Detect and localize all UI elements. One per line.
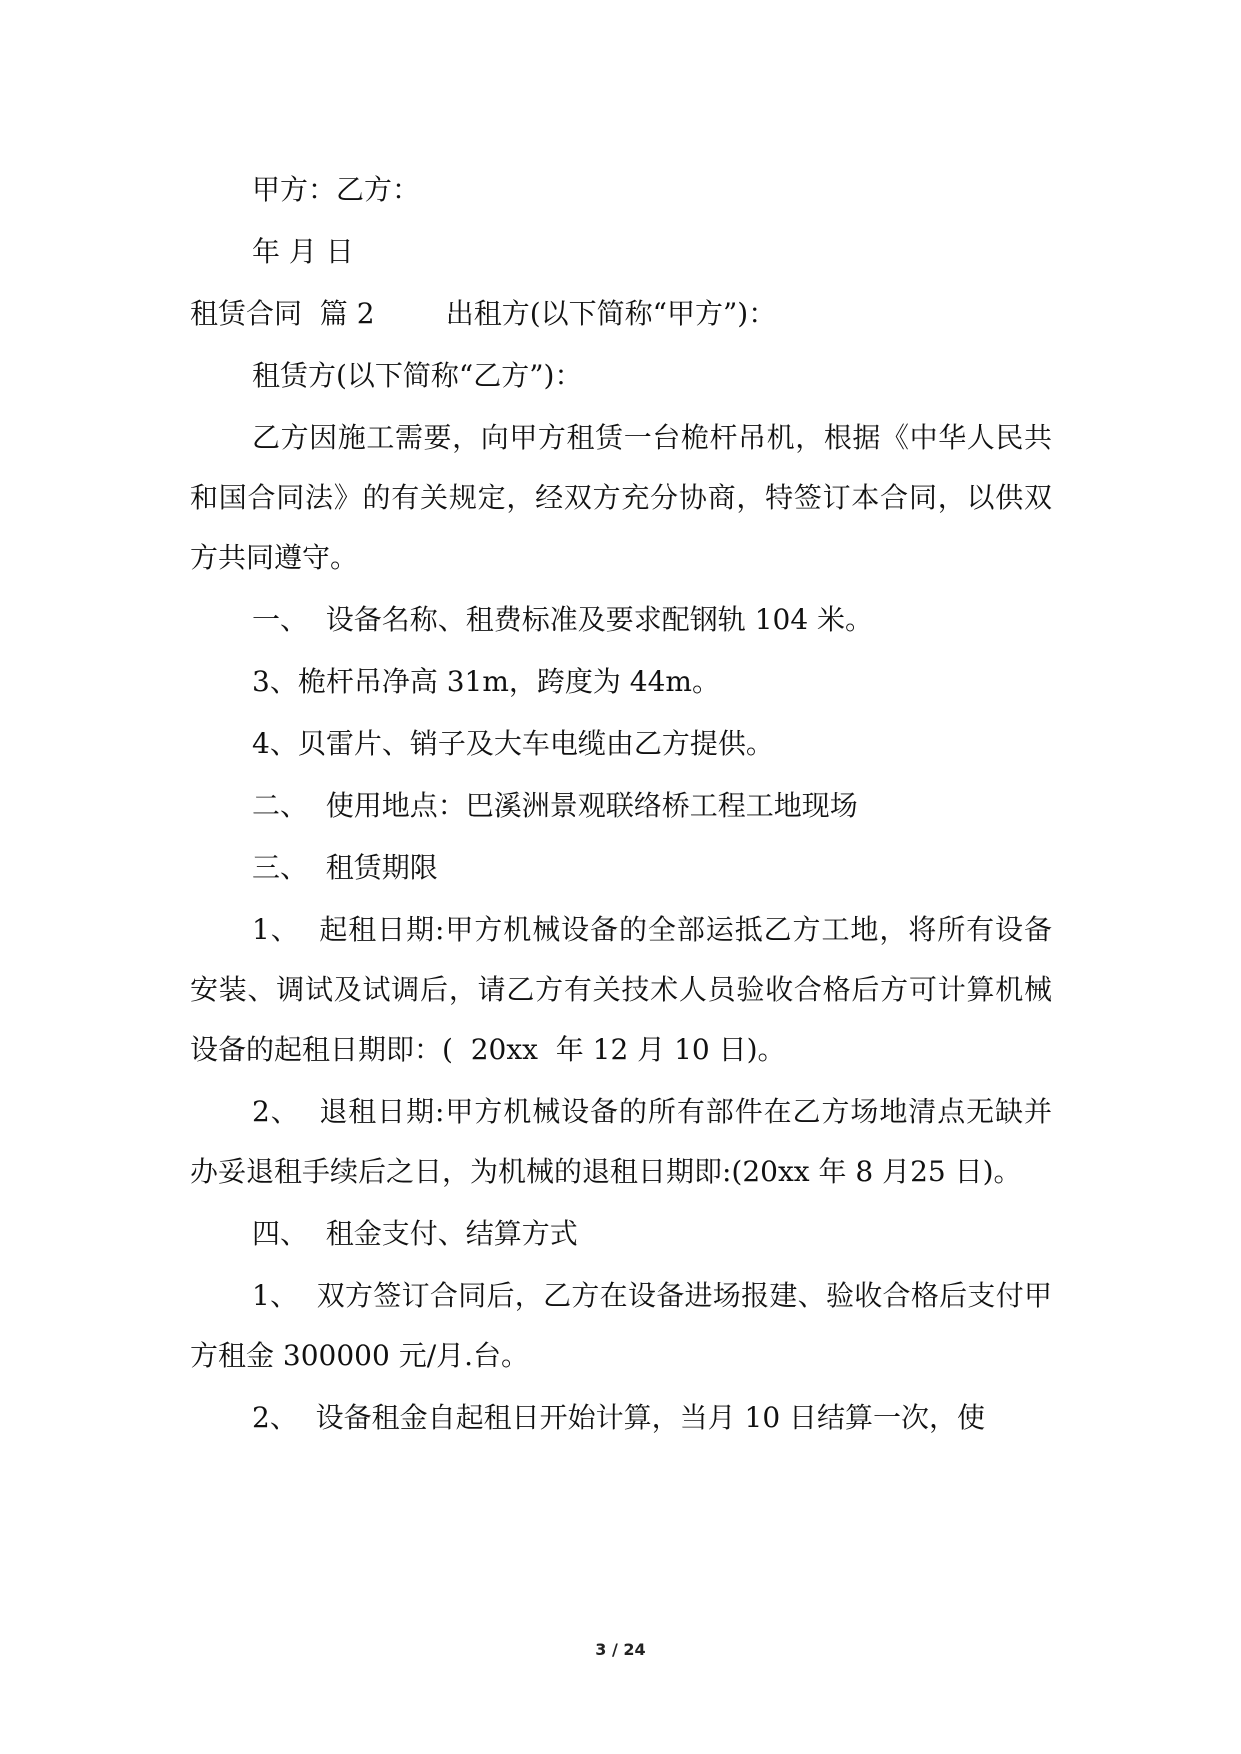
paragraph-section-2 [190,776,1052,836]
paragraph-lessee [190,346,1052,406]
text-line: 一、 设备名称、租费标准及要求配钢轨 104 米。 [252,603,874,636]
text-line: 2、 退租日期:甲方机械设备的所有部件在乙方场地清点无 [252,1095,996,1128]
text-line: 4、贝雷片、销子及大车电缆由乙方提供。 [252,727,774,760]
paragraph-section-4 [190,1204,1052,1264]
paragraph-date [190,222,1052,282]
text-line: 三、 租赁期限 [252,851,438,884]
paragraph-start-date [190,900,1052,1080]
paragraph-section-3 [190,838,1052,898]
paragraph-payment-1 [190,1266,1052,1386]
text-line: 以供双方共同遵守。 [190,481,1052,574]
text-line: 1、 双方签订合同后，乙方在设备进场报建、验收合格后支 [252,1279,996,1312]
paragraph-item-3 [190,652,1052,712]
page-number: 3 / 24 [595,1640,646,1659]
paragraph-contract-heading [190,284,1052,344]
paragraph-preamble [190,408,1052,588]
text-line: 2、 设备租金自起租日开始计算，当月 10 日结算一次，使 [252,1401,986,1434]
text-line: 乙方因施工需要，向甲方租赁一台桅杆吊机，根据《中华人 [252,421,996,454]
text-line: 民共和国合同法》的有关规定，经双方充分协商，特签订本合同， [190,421,1052,514]
text-line: 25 日)。 [910,1155,1022,1188]
text-line: 缺并办妥退租手续后之日，为机械的退租日期即:(20xx 年 8 月 [190,1095,1052,1188]
text-line: 付甲方租金 300000 元/月.台。 [190,1279,1052,1372]
paragraph-payment-2 [190,1388,1052,1448]
text-line: 二、 使用地点：巴溪洲景观联络桥工程工地现场 [252,789,858,822]
paragraph-section-1 [190,590,1052,650]
text-line: 租赁方(以下简称“乙方”)： [252,359,583,392]
text-line: 租赁合同 篇 2 出租方(以下简称“甲方”)： [190,297,777,330]
document-body [190,160,1052,1450]
text-line: 年 月 日 [252,235,354,268]
text-line: 3、桅杆吊净高 31m，跨度为 44m。 [252,665,720,698]
paragraph-signatories [190,160,1052,220]
paragraph-item-4 [190,714,1052,774]
paragraph-end-date [190,1082,1052,1202]
text-line: 甲方：乙方： [252,173,421,206]
text-line: 1、 起租日期:甲方机械设备的全部运抵乙方工地，将所有 [252,913,996,946]
text-line: 四、 租金支付、结算方式 [252,1217,578,1250]
text-line: 设备安装、调试及试调后，请乙方有关技术人员验收合格后方可 [190,913,1052,1006]
text-line: 计算机械设备的起租日期即：( 20xx 年 12 月 10 日)。 [190,973,1052,1066]
